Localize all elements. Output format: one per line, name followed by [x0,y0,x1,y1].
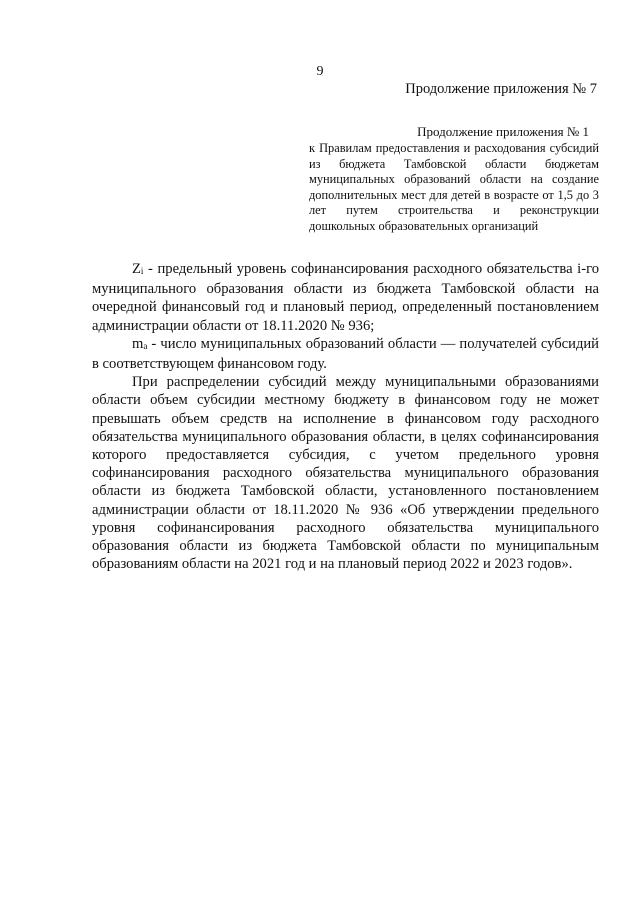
appendix-title: Продолжение приложения № 1 [417,124,589,139]
variable-symbol: Z [132,261,141,277]
appendix-description: к Правилам предоставления и расходования субсидий из бюджета Тамбовской области бюджетам муниципальных образований области на создание дополнительных мест для детей в возрасте от 1,5 до 3 лет путем строительства и реконструкции дошкольных образовательных организаций [309,141,599,233]
paragraph-zi-definition [92,260,599,335]
variable-subscript: a [143,340,148,351]
paragraph-text: - предельный уровень софинансирования расходного обязательства i-го муниципального образования области из бюджета Тамбовской области на очередной финансовый год и плановый период, определенный постановлением администрации области от 18.11.2020 № 936; [92,261,599,334]
appendix-continuation-header: Продолжение приложения № 7 [405,81,597,97]
page-number: 9 [316,64,324,79]
variable-symbol: m [132,335,144,352]
variable-subscript: i [140,266,144,276]
paragraph-text: - число муниципальных образований области — получателей субсидий в соответствующем финансовом году. [92,335,599,373]
paragraph-distribution-rule: При распределении субсидий между муниципальными образованиями области объем субсидии местному бюджету в финансовом году не может превышать объем средств на исполнение в финансовом году расходного обязательства муниципального образования области, в целях софинансирования которого предоставляется субсидия, с учетом предельного уровня софинансирования расходного обязательства муниципального образования области из бюджета Тамбовской области, установленного постановлением администрации области от 18.11.2020 № 936 «Об утверждении предельного уровня софинансирования расходного обязательства муниципального образования области из бюджета Тамбовской области по муниципальным образованиям области на 2021 год и на плановый период 2022 и 2023 годов». [92,374,599,573]
document-body [92,260,599,573]
paragraph-ma-definition [92,335,599,373]
appendix-reference-block [309,124,599,235]
